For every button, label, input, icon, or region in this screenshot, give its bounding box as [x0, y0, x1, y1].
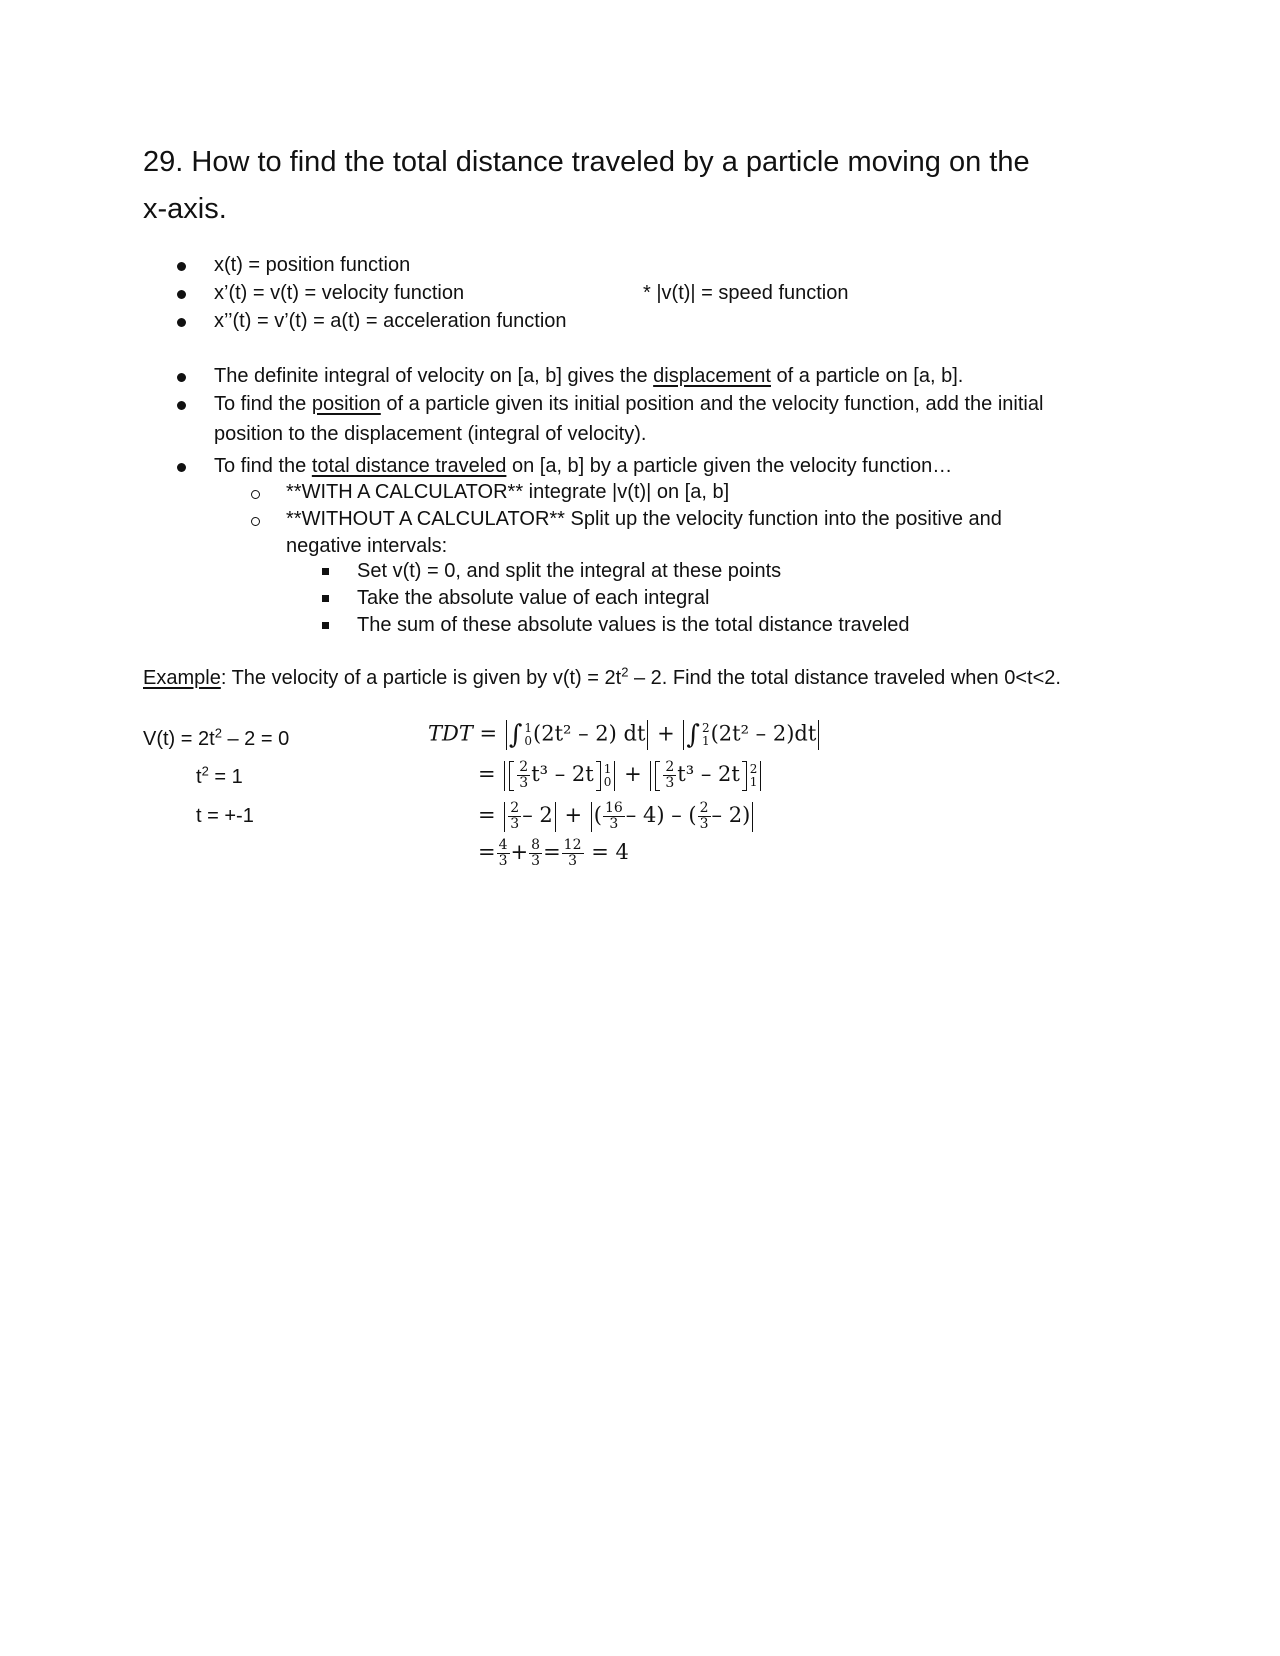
without-calculator-cont: negative intervals:: [286, 535, 448, 557]
upper-limit: 1: [603, 761, 612, 776]
position-term: position: [311, 393, 381, 415]
equals-sign: =: [478, 762, 496, 786]
numerator: 2: [510, 800, 520, 816]
denominator: 3: [531, 853, 541, 869]
work-text: V(t) = 2t: [143, 728, 215, 750]
numerator: 4: [498, 837, 508, 853]
fact-total-distance: [214, 455, 952, 478]
bullet-icon: [177, 401, 186, 410]
minus-sign: –: [711, 803, 723, 827]
bracket: [655, 761, 660, 791]
number: 2: [539, 803, 553, 827]
denominator: 3: [568, 853, 578, 869]
fraction: [529, 838, 542, 869]
solution-line-1: [428, 720, 821, 750]
lower-limit: 0: [603, 774, 612, 789]
step-item: Take the absolute value of each integral: [357, 587, 710, 609]
fact-text: of a particle on [a, b].: [770, 365, 964, 387]
upper-limit: 1: [524, 721, 533, 735]
solution-line-3: = $\frac{2}{3}$ – 2 + ( $\frac{16}{3}$ – 4) – ( $\frac{2}{3}$ – 2): [478, 801, 755, 832]
solution-line-2: [478, 760, 763, 791]
abs-bar: [818, 720, 819, 750]
integral-limits: [524, 722, 532, 748]
numerator: 16: [604, 800, 623, 816]
fraction: [698, 801, 711, 832]
without-calculator: **WITHOUT A CALCULATOR** Split up the velocity function into the positive and: [286, 508, 1002, 530]
abs-bar: [614, 761, 615, 791]
numerator: 8: [531, 837, 541, 853]
exponent: 2: [214, 725, 222, 741]
total-distance-term: total distance traveled: [311, 455, 507, 477]
final-result: = 4: [591, 840, 629, 864]
lower-limit: 0: [524, 734, 533, 748]
fact-text: To find the: [214, 393, 312, 415]
abs-bar: [506, 720, 507, 750]
fact-displacement: [214, 365, 963, 388]
abs-bar: [504, 802, 505, 832]
fraction: [603, 801, 625, 832]
bullet-icon: [177, 290, 186, 299]
denominator: 3: [498, 853, 508, 869]
fraction: [497, 838, 510, 869]
integral-icon: ∫: [508, 720, 523, 750]
square-bullet-icon: [322, 595, 329, 602]
upper-limit: 2: [749, 761, 758, 776]
equals-sign: =: [478, 803, 496, 827]
numerator: 2: [699, 800, 709, 816]
example-text: : The velocity of a particle is given by v(t) = 2t: [220, 667, 622, 689]
plus-sign: +: [624, 762, 642, 786]
eval-limits: [604, 763, 612, 789]
abs-bar: [752, 802, 753, 832]
example-statement: [143, 664, 1061, 690]
exponent: 2: [621, 664, 629, 680]
antiderivative: t³ – 2t: [677, 762, 740, 786]
plus-sign: +: [564, 803, 583, 827]
upper-limit: 2: [701, 721, 710, 735]
definition-velocity: x’(t) = v(t) = velocity function: [214, 282, 465, 304]
step-item: Set v(t) = 0, and split the integral at these points: [357, 560, 782, 582]
work-text: = 1: [208, 766, 243, 788]
abs-bar: [647, 720, 648, 750]
work-line: [143, 725, 290, 751]
bullet-icon: [177, 262, 186, 271]
work-text: t: [196, 766, 202, 788]
work-line: t = +-1: [196, 805, 254, 827]
plus-sign: +: [657, 721, 675, 746]
bracket: [742, 761, 747, 791]
numerator: 2: [519, 759, 529, 775]
abs-bar: [650, 761, 651, 791]
fact-position-cont: position to the displacement (integral of velocity).: [214, 423, 647, 445]
with-calculator: **WITH A CALCULATOR** integrate |v(t)| on [a, b]: [286, 481, 730, 503]
lower-limit: 1: [701, 734, 710, 748]
equals-sign: =: [479, 721, 498, 746]
bullet-icon: [177, 318, 186, 327]
denominator: 3: [665, 775, 675, 791]
numerator: 12: [563, 837, 582, 853]
speed-note: * |v(t)| = speed function: [643, 282, 849, 304]
example-text: – 2. Find the total distance traveled when 0<t<2.: [628, 667, 1061, 689]
bullet-icon: [177, 463, 186, 472]
denominator: 3: [699, 816, 709, 832]
circle-bullet-icon: [251, 490, 260, 499]
fact-text: of a particle given its initial position and the velocity function, add the initial: [380, 393, 1044, 415]
circle-bullet-icon: [251, 517, 260, 526]
square-bullet-icon: [322, 568, 329, 575]
abs-bar: [760, 761, 761, 791]
abs-bar: [591, 802, 592, 832]
fraction: [508, 801, 521, 832]
example-label: Example: [143, 667, 221, 689]
eval-limits: [750, 763, 758, 789]
fact-text: To find the: [214, 455, 312, 477]
page-title-cont: x-axis.: [143, 193, 227, 225]
fraction: [562, 838, 584, 869]
denominator: 3: [609, 816, 619, 832]
abs-bar: [504, 761, 505, 791]
square-bullet-icon: [322, 622, 329, 629]
antiderivative: t³ – 2t: [531, 762, 594, 786]
work-text: – 2 = 0: [221, 728, 290, 750]
integrand: (2t² – 2)dt: [710, 721, 817, 746]
bracket: [509, 761, 514, 791]
fact-text: The definite integral of velocity on [a, b] gives the: [214, 365, 654, 387]
tdt-symbol: TDT: [428, 721, 473, 746]
definition-acceleration: x’’(t) = v’(t) = a(t) = acceleration function: [214, 310, 567, 332]
page-title: 29. How to find the total distance traveled by a particle moving on the: [143, 146, 1030, 178]
lower-limit: 1: [749, 774, 758, 789]
denominator: 3: [510, 816, 520, 832]
denominator: 3: [519, 775, 529, 791]
bullet-icon: [177, 373, 186, 382]
bracket: [596, 761, 601, 791]
equals-sign: =: [543, 840, 561, 864]
fraction: [663, 760, 676, 791]
definition-position: x(t) = position function: [214, 254, 411, 276]
minus-sign: –: [625, 803, 637, 827]
number: 2: [728, 803, 743, 827]
minus-sign: –: [522, 803, 533, 827]
exponent: 2: [201, 763, 209, 779]
fact-position: [214, 393, 1043, 416]
step-item: The sum of these absolute values is the total distance traveled: [357, 614, 910, 636]
integral-limits: [702, 722, 710, 748]
solution-line-4: [478, 838, 629, 869]
integral-icon: ∫: [686, 720, 700, 750]
displacement-term: displacement: [653, 365, 771, 387]
numerator: 2: [665, 759, 675, 775]
abs-bar: [555, 802, 556, 832]
work-line: [196, 763, 243, 789]
fraction: [517, 760, 530, 791]
integrand: (2t² – 2) dt: [533, 721, 646, 746]
equals-sign: =: [478, 840, 496, 864]
plus-sign: +: [510, 840, 529, 864]
abs-bar: [683, 720, 684, 750]
fact-text: on [a, b] by a particle given the velocity function…: [506, 455, 953, 477]
number: 4: [642, 803, 657, 827]
minus-sign: –: [671, 803, 682, 827]
